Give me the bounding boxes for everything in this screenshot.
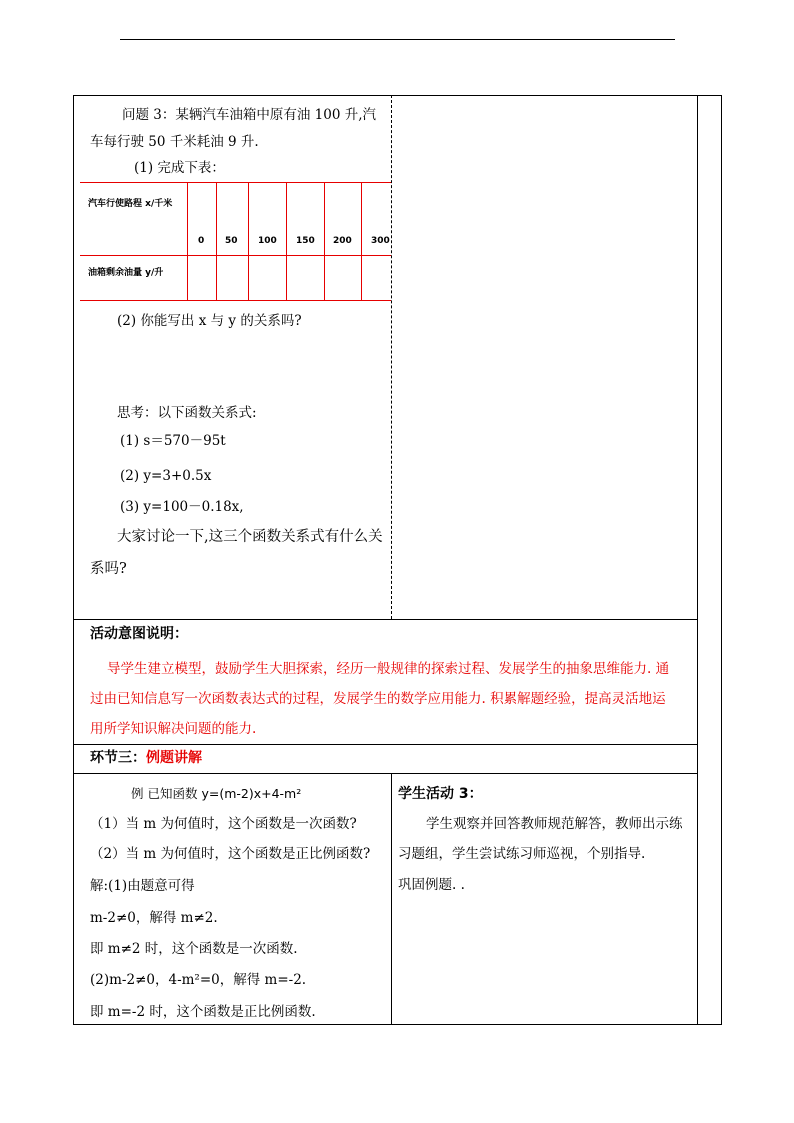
discuss-line-1: 大家讨论一下,这三个函数关系式有什么关 [117,529,383,545]
table-value: 300 [371,236,390,246]
solution-line-1: 解:(1)由题意可得 [90,878,195,894]
example-intro: 例 已知函数 y=(m-2)x+4-m² [131,786,302,801]
table-value: 200 [333,236,352,246]
intent-line-2: 过由已知信息写一次函数表达式的过程，发展学生的数学应用能力. 积累解题经验，提高灵活地运 [90,691,666,707]
solution-line-5: 即 m=-2 时，这个函数是正比例函数. [90,1004,316,1020]
example-question-1: （1）当 m 为何值时，这个函数是一次函数? [90,816,357,832]
header-rule [120,39,675,40]
table-value: 100 [258,236,277,246]
row-divider-example [73,773,697,774]
section3-prefix: 环节三： [90,750,146,766]
formula-2: (2) y=3+0.5x [120,468,212,484]
row-divider-intent [73,619,697,620]
table-value: 0 [198,236,205,246]
column-divider-bottom [391,773,392,1025]
table-value: 50 [225,236,238,246]
table-row1-label: 汽车行使路程 x/千米 [88,199,173,209]
activity-line-2: 习题组，学生尝试练习师巡视，个别指导. [398,846,646,862]
column-divider-top [391,95,392,619]
problem-line-2: 车每行驶 50 千米耗油 9 升. [90,134,259,150]
formula-1: (1) s＝570－95t [120,433,226,449]
section3-heading [90,749,202,767]
discuss-line-2: 系吗? [90,561,127,577]
section3-title: 例题讲解 [146,750,202,766]
activity-line-3: 巩固例题. . [398,877,465,893]
intent-line-1: 导学生建立模型，鼓励学生大胆探索，经历一般规律的探索过程、发展学生的抽象思维能力. 通 [107,661,670,677]
solution-line-4: (2)m-2≠0，4-m²=0，解得 m=-2. [90,972,307,988]
intent-title: 活动意图说明： [90,626,188,642]
activity-title: 学生活动 3： [398,786,483,802]
intent-line-3: 用所学知识解决问题的能力. [90,721,257,737]
solution-line-3: 即 m≠2 时，这个函数是一次函数. [90,941,298,957]
problem-part-1: (1) 完成下表： [134,160,225,176]
row-divider-section3 [73,744,697,745]
problem-part-2: (2) 你能写出 x 与 y 的关系吗? [117,313,302,329]
table-value: 150 [296,236,315,246]
formula-3: (3) y=100－0.18x, [120,499,244,515]
right-margin-column-border [697,95,698,1025]
solution-line-2: m-2≠0，解得 m≠2. [90,910,218,926]
problem-line-1: 问题 3：某辆汽车油箱中原有油 100 升,汽 [122,107,377,123]
think-heading: 思考：以下函数关系式: [117,405,257,421]
activity-line-1: 学生观察并回答教师规范解答，教师出示练 [426,816,683,832]
example-question-2: （2）当 m 为何值时，这个函数是正比例函数? [90,846,371,862]
table-row2-label: 油箱剩余油量 y/升 [88,268,164,278]
